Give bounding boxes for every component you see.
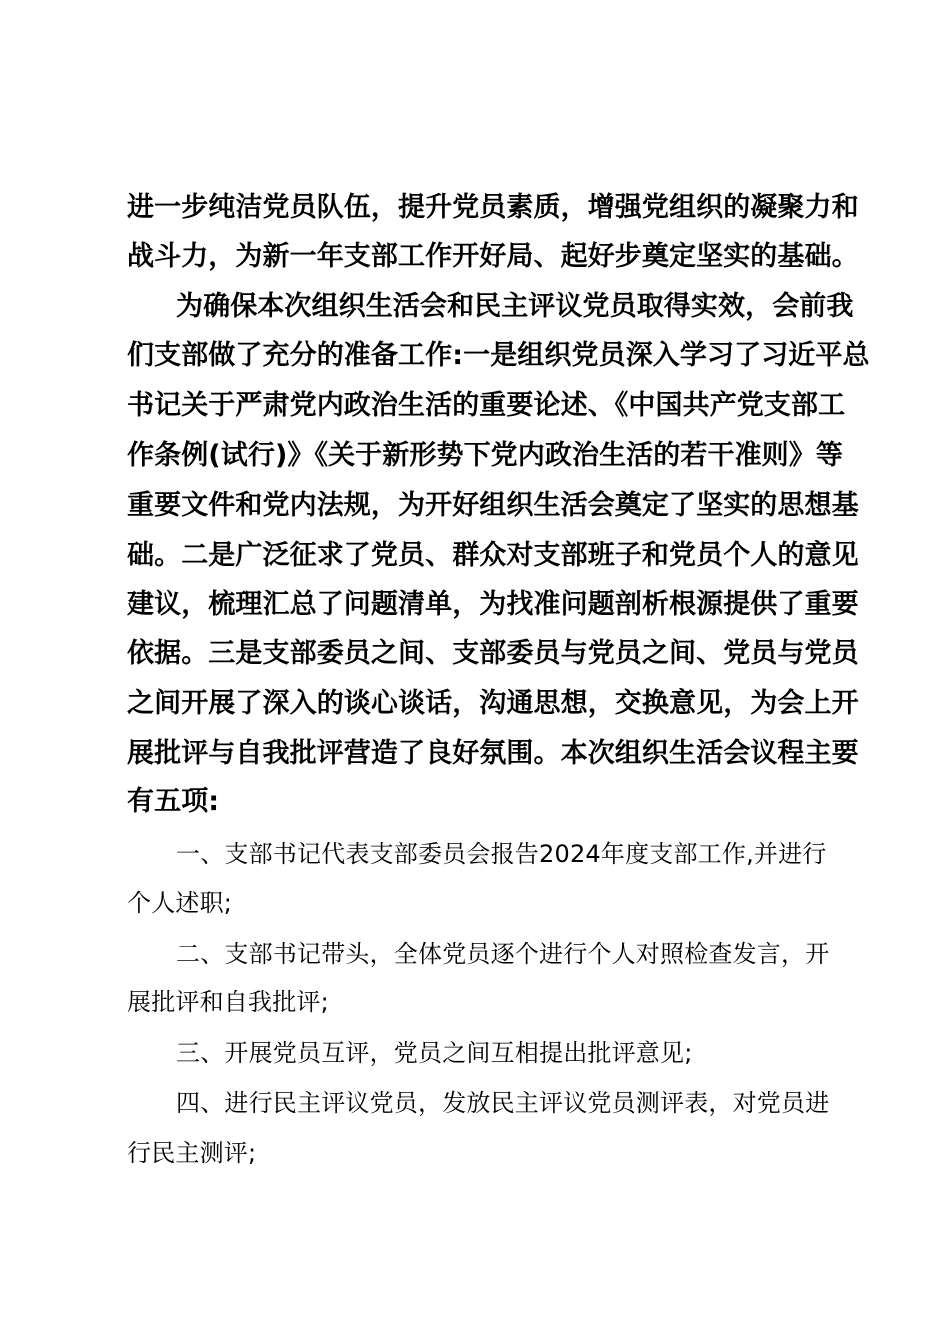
paragraph-line: 之间开展了深入的谈心谈话，沟通思想，交换意见，为会上开 <box>127 688 859 719</box>
agenda-item-1: 一、支部书记代表支部委员会报告2024年度支部工作,并进行 <box>176 840 827 868</box>
paragraph-line: 依据。三是支部委员之间、支部委员与党员之间、党员与党员 <box>127 638 859 669</box>
agenda-item-1-cont: 个人述职; <box>127 889 233 917</box>
paragraph-line: 进一步纯洁党员队伍，提升党员素质，增强党组织的凝聚力和 <box>127 192 859 223</box>
agenda-item-2: 二、支部书记带头，全体党员逐个进行个人对照检查发言，开 <box>176 940 830 968</box>
paragraph-line: 础。二是广泛征求了党员、群众对支部班子和党员个人的意见 <box>127 540 859 571</box>
agenda-item-4: 四、进行民主评议党员，发放民主评议党员测评表，对党员进 <box>176 1089 830 1117</box>
paragraph-line: 们支部做了充分的准备工作:一是组织党员深入学习了习近平总 <box>127 340 870 371</box>
paragraph-line: 为确保本次组织生活会和民主评议党员取得实效，会前我 <box>176 291 854 322</box>
paragraph-line: 作条例(试行)》《关于新形势下党内政治生活的若干准则》等 <box>127 440 843 471</box>
paragraph-line: 重要文件和党内法规，为开好组织生活会奠定了坚实的思想基 <box>127 490 859 521</box>
paragraph-line: 有五项: <box>127 786 220 817</box>
paragraph-line: 建议，梳理汇总了问题清单，为找准问题剖析根源提供了重要 <box>127 589 859 620</box>
paragraph-line: 战斗力，为新一年支部工作开好局、起好步奠定坚实的基础。 <box>127 241 859 272</box>
agenda-item-4-cont: 行民主测评; <box>127 1139 257 1167</box>
paragraph-line: 书记关于严肃党内政治生活的重要论述、《中国共产党支部工 <box>127 390 846 421</box>
agenda-item-3: 三、开展党员互评，党员之间互相提出批评意见; <box>176 1039 693 1067</box>
paragraph-line: 展批评与自我批评营造了良好氛围。本次组织生活会议程主要 <box>127 738 859 769</box>
agenda-item-2-cont: 展批评和自我批评; <box>127 988 329 1016</box>
